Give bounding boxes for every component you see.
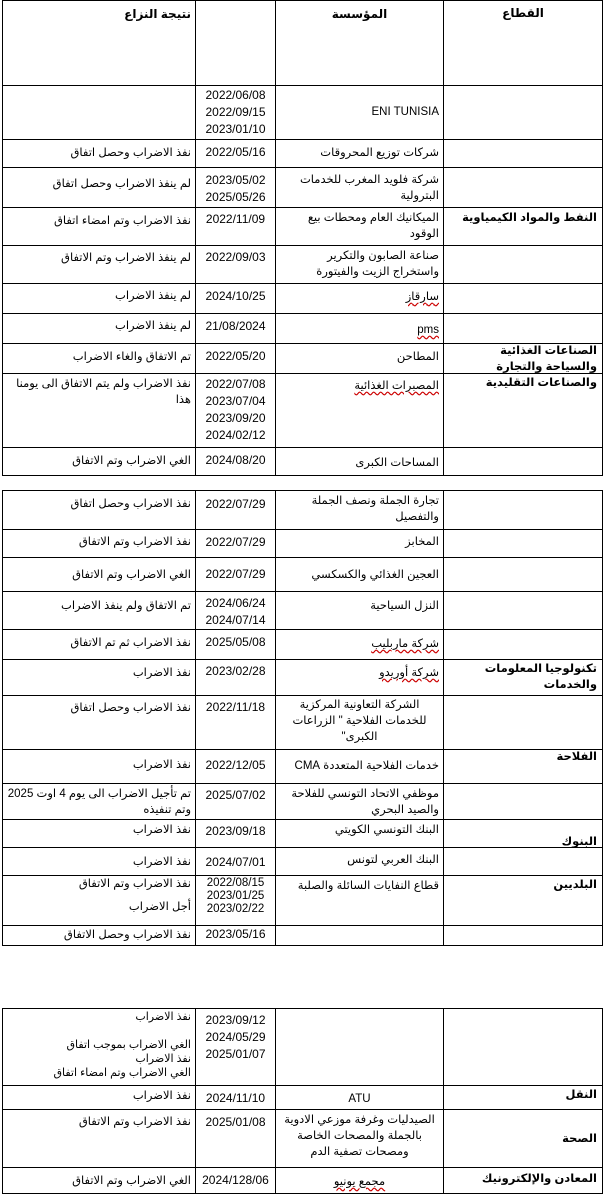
date: 2023/09/12 [205,1013,266,1027]
date: 2024/128/06 [202,1173,269,1187]
date: 2023/01/10 [205,122,266,136]
sector-label: تكنولوجيا المعلومات والخدمات [484,663,597,691]
institution-name: الشركة التعاونية المركزية للخدمات الفلاحية " الزراعات الكبرى" [292,699,427,743]
table-row [3,557,602,591]
date: 2022/09/03 [205,250,266,264]
date: 2022/05/16 [205,145,266,159]
date: 2024/05/29 [205,1030,266,1044]
table-row [3,85,602,139]
date: 2024/07/01 [205,855,266,869]
table-row [3,695,602,749]
result-text: نفذ الاضراب وحصل الاتفاق [63,929,191,941]
institution-name: شركات توزيع المحروقات [320,147,439,159]
sector-label: النقل [565,1089,597,1101]
date: 2022/07/08 [205,377,266,391]
result-text: نفذ الاضراب وتم امضاء اتفاق [53,215,191,227]
institution-name: العجين الغذائي والكسكسي [311,569,439,581]
date: 2023/09/20 [205,411,266,425]
date: 2022/07/29 [205,535,266,549]
institution-name: البنك العربي لتونس [347,854,439,866]
result-text: لم ينفذ الاضراب وحصل اتفاق [52,178,191,190]
institution-name: المخابز [405,536,439,548]
table-row [3,245,602,283]
header-result: نتيجة النزاع [124,7,191,21]
result-text: لم ينفذ الاضراب وتم الاتفاق [61,252,191,264]
strikes-table-1 [2,0,603,476]
date: 2022/12/05 [205,758,266,772]
date: 2023/01/25 [206,890,265,902]
sector-label: الصناعات الغذائية والسياحة والتجارة والصناعات التقليدية [485,345,597,389]
date: 2023/05/02 [205,173,266,187]
institution-name: تجارة الجملة ونصف الجملة والتفصيل [311,495,439,523]
table-row [3,1009,602,1085]
table-row [3,313,602,343]
institution-name: شركة أوريدو [379,667,439,679]
result-text: الغي الاضراب وتم الاتفاق [72,569,191,581]
date: 2023/02/28 [205,664,266,678]
date: 2024/10/25 [205,289,266,303]
result-text: نفذ الاضراب وحصل اتفاق [70,702,191,714]
result-text: نفذ الاضراب [132,856,191,868]
institution-name: خدمات الفلاحية المتعددة CMA [294,760,439,772]
strikes-table-3 [2,1008,603,1194]
result-text: الغي الاضراب وتم امضاء اتفاق [53,1067,191,1079]
date: 2024/11/10 [205,1091,266,1105]
institution-name: الميكانيك العام ومحطات بيع الوقود [307,212,439,240]
date: 2022/08/15 [206,877,265,889]
institution-name: pms [417,324,439,336]
institution-name: صناعة الصابون والتكرير واستخراج الزيت والفيتورة [316,250,439,278]
table-row [3,491,602,529]
date: 2022/09/15 [205,105,266,119]
result-text: أجل الاضراب [128,901,191,913]
institution-name: النزل السياحية [370,600,439,612]
result-text: نفذ الاضراب وتم الاتفاق [78,536,191,548]
table-row [3,783,602,819]
strikes-table-2 [2,490,603,926]
sector-label: الصحة [562,1133,597,1145]
result-text: لم ينفذ الاضراب [115,290,191,302]
table-row [3,629,602,659]
institution-name: شركة ماربليب [371,638,439,650]
table-row [3,529,602,557]
sector-label: المعادن والإلكترونيك [481,1173,597,1185]
date: 2022/06/08 [205,88,266,102]
date: 21/08/2024 [205,319,266,333]
date: 2022/07/29 [205,497,266,511]
result-text: نفذ الاضراب [135,1053,191,1065]
table-row [3,167,602,207]
result-text: الغي الاضراب وتم الاتفاق [72,1175,191,1187]
date: 2024/02/12 [205,428,266,442]
date: 2023/09/18 [205,824,266,838]
sector-label: الفلاحة [556,751,597,763]
result-text: نفذ الاضراب وتم الاتفاق [78,878,191,890]
date: 2025/01/08 [205,1115,266,1129]
date: 2025/05/26 [205,190,266,204]
date: 2025/01/07 [205,1047,266,1061]
date: 2023/07/04 [205,394,266,408]
institution-name: موظفي الاتحاد التونسي للفلاحة والصيد البحري [291,788,439,816]
header-institution: المؤسسة [331,7,388,21]
result-text: نفذ الاضراب وتم الاتفاق [78,1116,191,1128]
date: 2022/11/09 [205,212,266,226]
sector-label: النفط والمواد الكيمياوية [462,212,597,224]
header-sector: القطاع [502,6,544,20]
institution-name: البنك التونسي الكويتي [334,824,439,836]
table-row [3,283,602,313]
institution-name: سارقاز [405,291,439,303]
table2-trailing-row [2,926,603,946]
result-text: تم الاتفاق والغاء الاضراب [72,351,191,363]
institution-name: شركة فلويد المغرب للخدمات البترولية [299,174,439,202]
institution-name: المساحات الكبرى [355,457,439,469]
institution-name: مجمع يونيو [333,1176,386,1188]
table-row [3,591,602,629]
date: 2022/11/18 [205,700,266,714]
result-text: لم ينفذ الاضراب [115,320,191,332]
sector-label: البنوك [561,836,597,848]
table-row [3,139,602,167]
date: 2024/08/20 [205,453,266,467]
date: 2022/07/29 [205,567,266,581]
institution-name: قطاع النفايات السائلة والصلبة [297,880,439,892]
institution-name: الصيدليات وغرفة موزعي الادوية بالجملة والمصحات الخاصة ومصحات تصفية الدم [284,1114,435,1158]
institution-name: المطاحن [396,351,439,363]
date: 2023/05/16 [205,927,266,941]
date: 2024/07/14 [205,613,266,627]
result-text: نفذ الاضراب [132,824,191,836]
date: 2025/07/02 [205,788,266,802]
result-text: نفذ الاضراب [132,759,191,771]
date: 2025/05/08 [205,635,266,649]
result-text: نفذ الاضراب ثم تم الاتفاق [70,637,191,649]
institution-name: المصبرات الغذائية [354,380,439,392]
result-text: الغي الاضراب بموجب اتفاق [66,1039,191,1051]
result-text: نفذ الاضراب وحصل اتفاق [70,147,191,159]
date: 2024/06/24 [205,596,266,610]
result-text: تم تأجيل الاضراب الى يوم 4 اوت 2025 وتم تنفيذه [7,788,191,816]
result-text: نفذ الاضراب [132,667,191,679]
result-text: نفذ الاضراب وحصل اتفاق [70,498,191,510]
result-text: تم الاتفاق ولم ينفذ الاضراب [61,600,191,612]
result-text: نفذ الاضراب ولم يتم الاتفاق الى يومنا هذا [16,378,191,406]
sector-label: البلديين [553,879,597,891]
result-text: الغي الاضراب وتم الاتفاق [72,455,191,467]
result-text: نفذ الاضراب [132,1090,191,1102]
date: 2022/05/20 [205,349,266,363]
result-text: نفذ الاضراب [135,1011,191,1023]
date: 2023/02/22 [206,903,265,915]
table-row [3,847,602,875]
institution-name: ATU [348,1093,371,1105]
institution-name: ENI TUNISIA [371,106,439,118]
table-row [3,447,602,475]
